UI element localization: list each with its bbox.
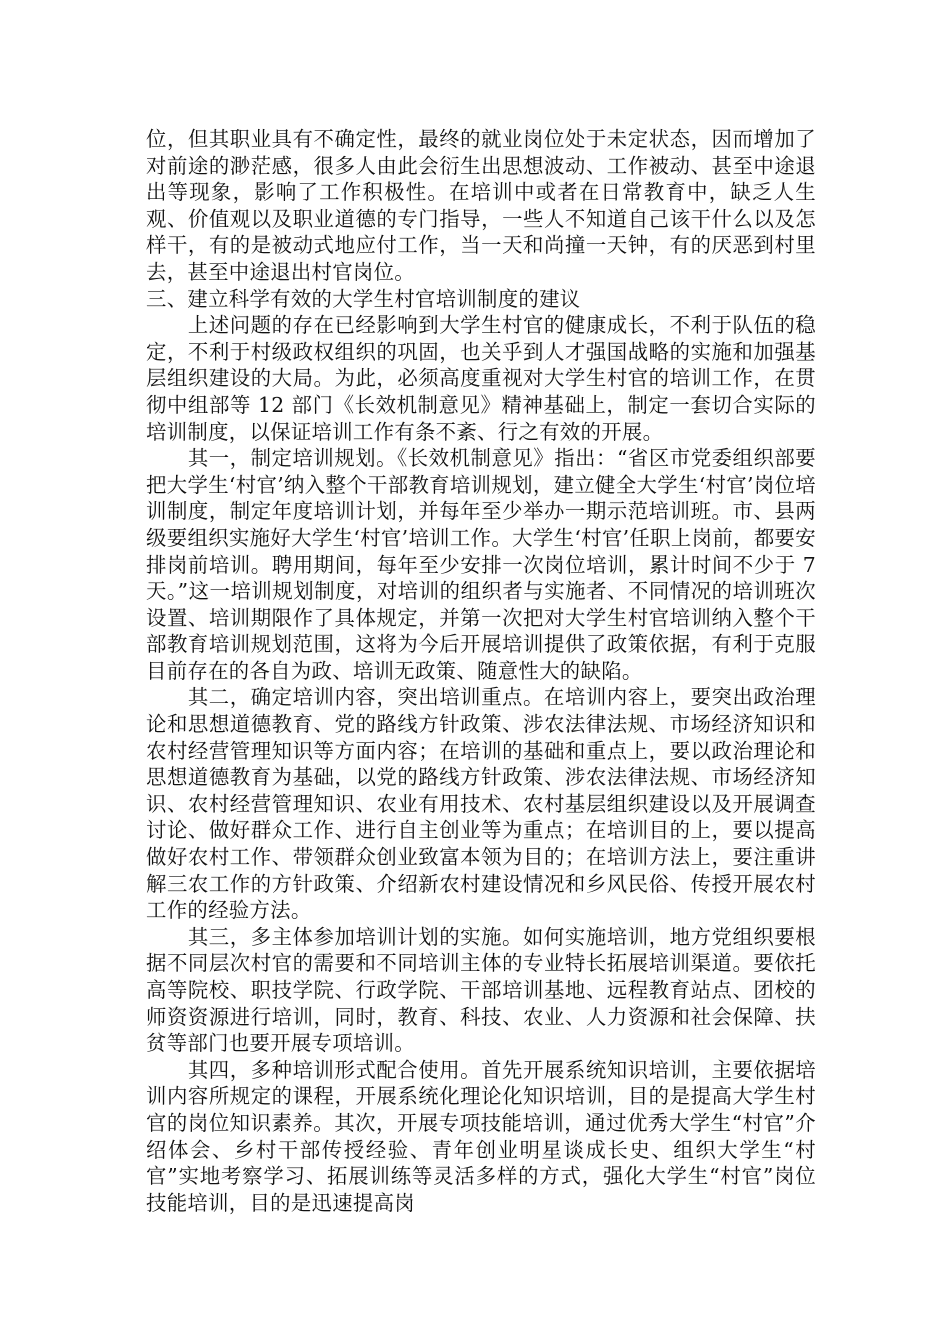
paragraph-third-measure: 其三，多主体参加培训计划的实施。如何实施培训，地方党组织要根据不同层次村官的需要和不同培训主体的专业特长拓展培训渠道。要依托高等院校、职技学院、行政学院、干部培训基地、远程教育站点、团校的师资资源进行培训，同时，教育、科技、农业、人力资源和社会保障、扶贫等部门也要开展专项培训。 xyxy=(146,924,816,1056)
paragraph-fourth-measure: 其四，多种培训形式配合使用。首先开展系统知识培训，主要依据培训内容所规定的课程，开展系统化理论化知识培训，目的是提高大学生村官的岗位知识素养。其次，开展专项技能培训，通过优秀大学生“村官”介绍体会、乡村干部传授经验、青年创业明星谈成长史、组织大学生“村官”实地考察学习、拓展训练等灵活多样的方式，强化大学生“村官”岗位技能培训，目的是迅速提高岗 xyxy=(146,1057,816,1215)
paragraph-second-measure: 其二，确定培训内容，突出培训重点。在培训内容上，要突出政治理论和思想道德教育、党的路线方针政策、涉农法律法规、市场经济知识和农村经营管理知识等方面内容；在培训的基础和重点上，要以政治理论和思想道德教育为基础，以党的路线方针政策、涉农法律法规、市场经济知识、农村经营管理知识、农业有用技术、农村基层组织建设以及开展调查讨论、做好群众工作、进行自主创业等为重点；在培训目的上，要以提高做好农村工作、带领群众创业致富本领为目的；在培训方法上，要注重讲解三农工作的方针政策、介绍新农村建设情况和乡风民俗、传授开展农村工作的经验方法。 xyxy=(146,685,816,923)
section-heading: 三、建立科学有效的大学生村官培训制度的建议 xyxy=(146,286,581,311)
paragraph-continuation: 位，但其职业具有不确定性，最终的就业岗位处于未定状态，因而增加了对前途的渺茫感，很多人由此会衍生出思想波动、工作被动、甚至中途退出等现象，影响了工作积极性。在培训中或者在日常教育中，缺乏人生观、价值观以及职业道德的专门指导，一些人不知道自己该干什么以及怎样干，有的是被动式地应付工作，当一天和尚撞一天钟，有的厌恶到村里去，甚至中途退出村官岗位。 xyxy=(146,127,816,284)
document-body xyxy=(146,126,816,1216)
paragraph-first-measure: 其一，制定培训规划。《长效机制意见》指出：“省区市党委组织部要把大学生‘村官’纳入整个干部教育培训规划，建立健全大学生‘村官’岗位培训制度，制定年度培训计划，并每年至少举办一期示范培训班。市、县两级要组织实施好大学生‘村官’培训工作。大学生‘村官’任职上岗前，都要安排岗前培训。聘用期间，每年至少安排一次岗位培训，累计时间不少于 7 天。”这一培训规划制度，对培训的组织者与实施者、不同情况的培训班次设置、培训期限作了具体规定，并第一次把对大学生村官培训纳入整个干部教育培训规划范围，这将为今后开展培训提供了政策依据，有利于克服目前存在的各自为政、培训无政策、随意性大的缺陷。 xyxy=(146,446,816,683)
paragraph-intro: 上述问题的存在已经影响到大学生村官的健康成长，不利于队伍的稳定，不利于村级政权组织的巩固，也关乎到人才强国战略的实施和加强基层组织建设的大局。为此，必须高度重视对大学生村官的培训工作，在贯彻中组部等 12 部门《长效机制意见》精神基础上，制定一套切合实际的培训制度，以保证培训工作有条不紊、行之有效的开展。 xyxy=(146,313,816,444)
